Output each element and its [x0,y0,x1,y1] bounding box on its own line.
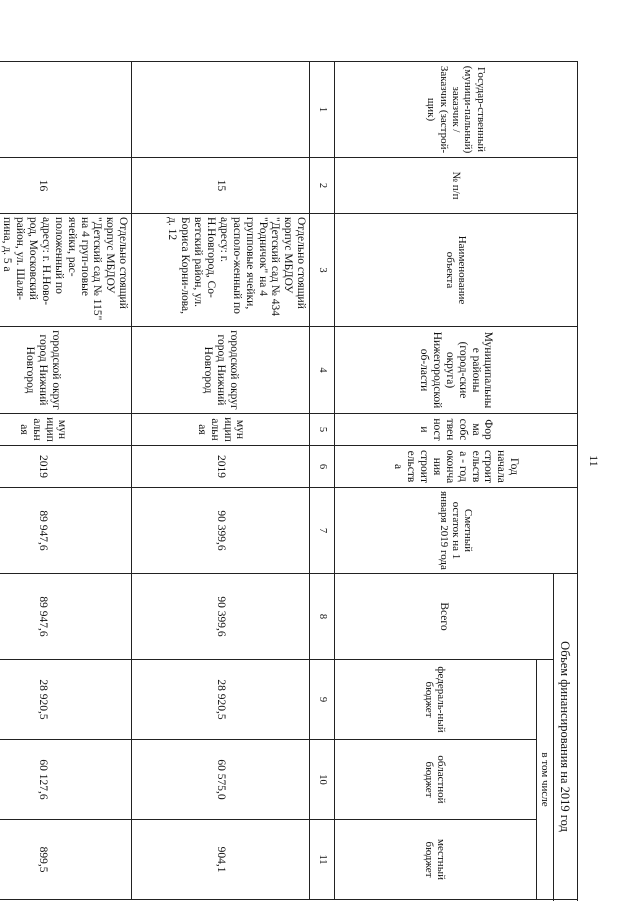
cell-regional: 60 127,6 [0,740,132,820]
cell-total: 90 399,6 [132,574,310,660]
cell-total: 89 947,6 [0,574,132,660]
header-financing-group: Объем финансирования на 2019 год [554,574,578,900]
header-number: № п/п [334,158,577,214]
cell-local: 904,1 [132,820,310,900]
table-row [132,62,310,900]
cell-ownership: муниципальная [0,414,132,446]
cell-estimate-remainder: 89 947,6 [0,488,132,574]
col-number: 7 [310,488,335,574]
col-number: 4 [310,327,335,414]
header-local: местный бюджет [334,820,536,900]
cell-customer [0,62,132,158]
cell-regional: 60 575,0 [132,740,310,820]
header-years: Год начала строительства - год окончания строительства [334,446,577,488]
cell-ownership: муниципальная [132,414,310,446]
col-number: 2 [310,158,335,214]
col-number: 5 [310,414,335,446]
header-total: Всего [334,574,553,660]
table-row [0,62,132,900]
cell-customer [132,62,310,158]
cell-number: 16 [0,158,132,214]
cell-years: 2019 [132,446,310,488]
page-number: 11 [587,455,601,467]
cell-federal: 28 920,5 [0,660,132,740]
header-row-1 [554,62,578,900]
cell-district: городской округ город Нижний Новгород [132,327,310,414]
header-regional: областной бюджет [334,740,536,820]
header-including-group: в том числе [536,660,553,900]
col-number: 11 [310,820,335,900]
col-number: 9 [310,660,335,740]
header-object-name: Наименование объекта [334,214,577,327]
header-customer: Государ-ственный (муници-пальный) заказчик / Заказчик (застрой-щик) [334,62,577,158]
cell-estimate-remainder: 90 399,6 [132,488,310,574]
col-number: 8 [310,574,335,660]
column-number-row [310,62,335,900]
cell-local: 899,5 [0,820,132,900]
header-federal: федераль-ный бюджет [334,660,536,740]
cell-object-name: Отдельно стоящий корпус МБДОУ "Детский сад № 434 "Родничок" на 4 групповые ячейки, располо-женный по адресу: г. Н.Новгород, Со-ветский район, ул. Бориса Корни-лова, д. 12 [132,214,310,327]
header-estimate-remainder: Сметный остаток на 1 января 2019 года [334,488,577,574]
col-number: 10 [310,740,335,820]
cell-years: 2019 [0,446,132,488]
cell-number: 15 [132,158,310,214]
cell-district: городской округ город Нижний Новгород [0,327,132,414]
header-ownership: Форма собственности [334,414,577,446]
col-number: 1 [310,62,335,158]
header-district: Муниципальные районы (город-ские округа) Нижегородской об-ласти [334,327,577,414]
cell-object-name: Отдельно стоящий корпус МБДОУ "Детский сад № 115" на 4 груп-повые ячейки, рас-положенный по адресу: г. Н.Ново-род, Московский район, ул. Шаля-пина, д. 5 а [0,214,132,327]
construction-financing-table [0,61,578,900]
cell-federal: 28 920,5 [132,660,310,740]
col-number: 3 [310,214,335,327]
budget-table-container [1,61,578,899]
col-number: 6 [310,446,335,488]
